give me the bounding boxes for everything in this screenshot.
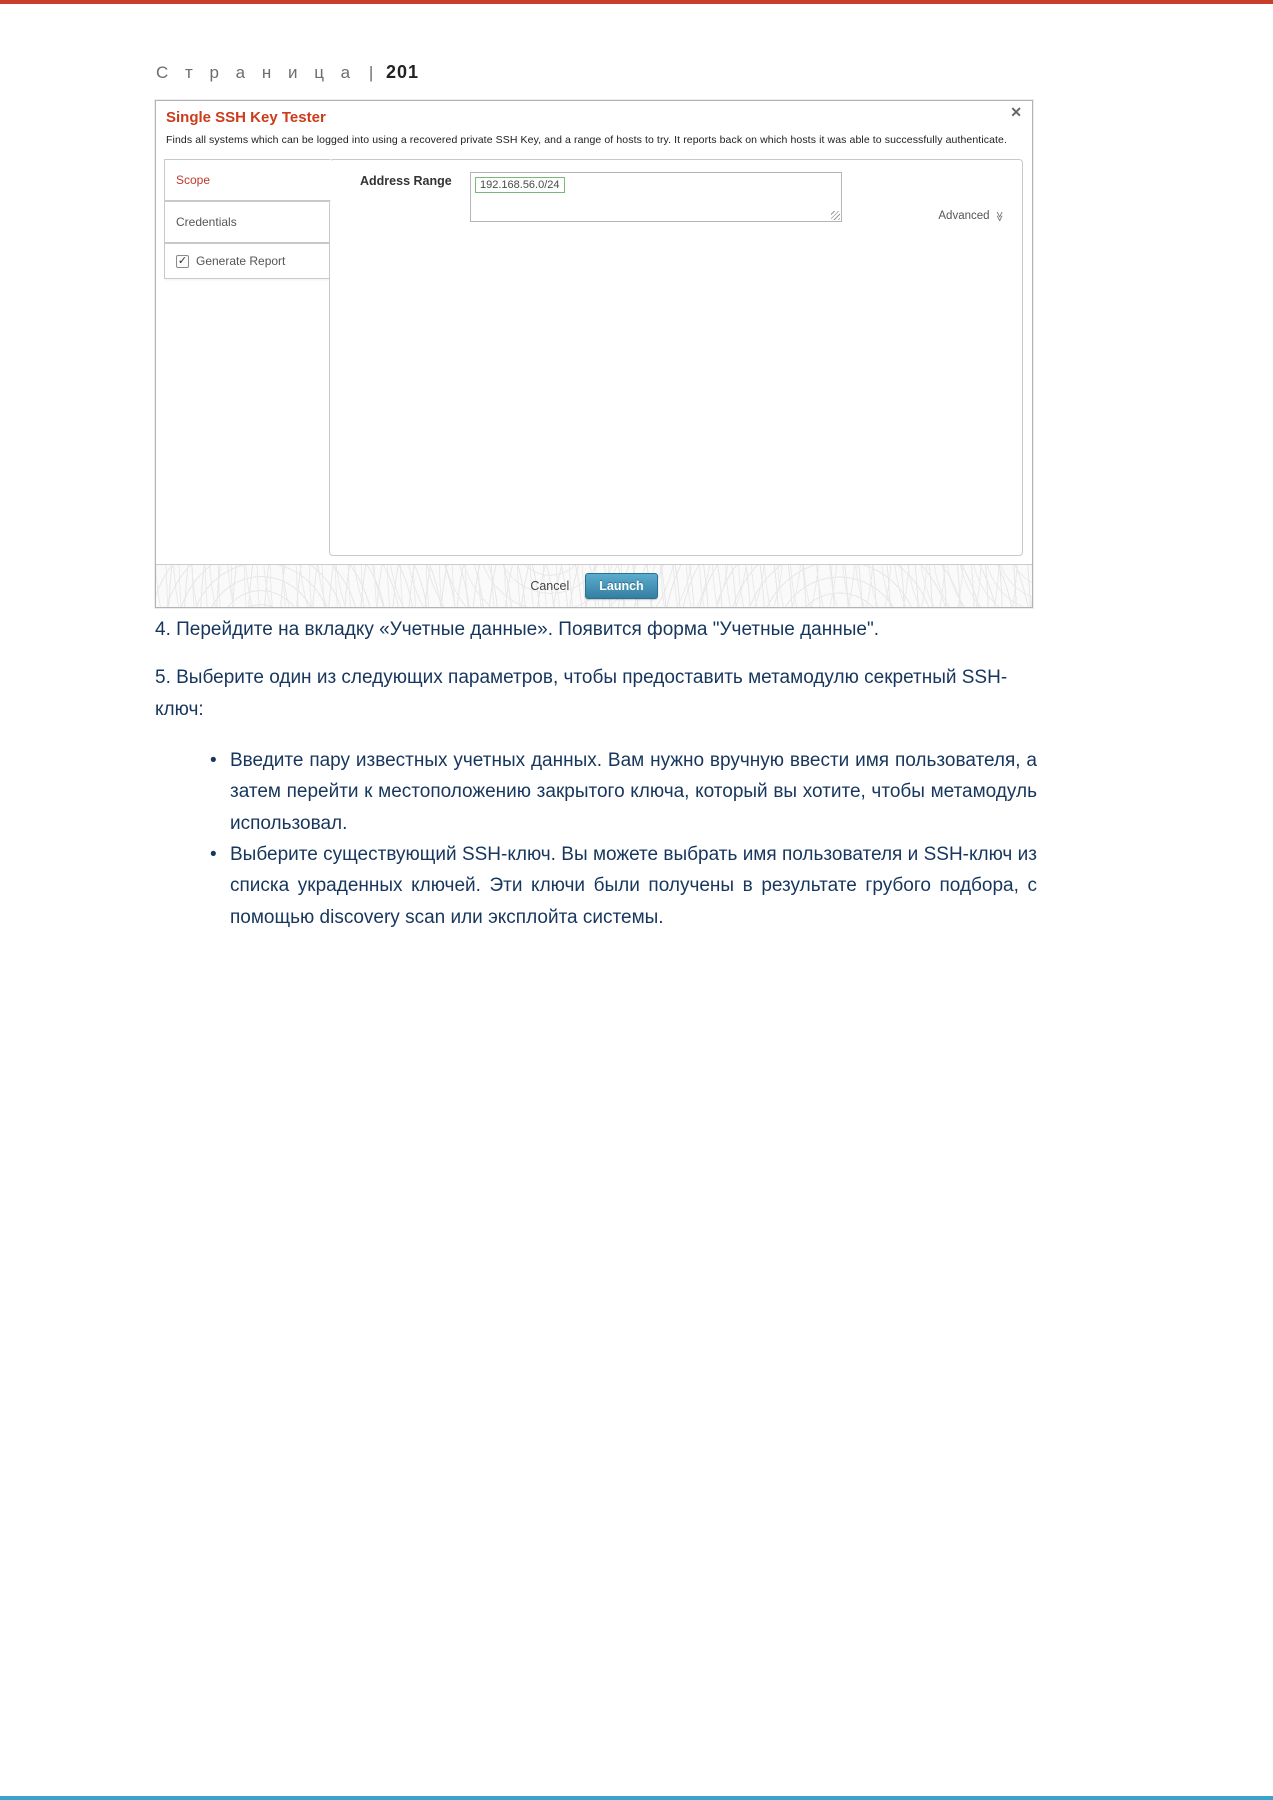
step-4: 4. Перейдите на вкладку «Учетные данные». Появится форма "Учетные данные". [155, 619, 879, 640]
page-bottom-rule [0, 1796, 1273, 1800]
resize-grip-icon[interactable] [831, 211, 840, 220]
scope-panel [329, 159, 1023, 556]
step-5: 5. Выберите один из следующих параметров, чтобы предоставить метамодулю секретный SSH-ключ: [155, 667, 1008, 720]
page-header [156, 62, 419, 83]
bullet-icon: • [210, 844, 217, 866]
address-range-label: Address Range [360, 174, 452, 188]
tab-generate-report-label: Generate Report [196, 254, 286, 268]
bullet-list [155, 745, 1037, 933]
page-header-separator: | [368, 63, 374, 82]
bullet-text: Введите пару известных учетных данных. Вам нужно вручную ввести имя пользователя, а затем перейти к местоположению закрытого ключа, который вы хотите, чтобы метамодуль использовал. [230, 750, 1037, 834]
generate-report-checkbox[interactable]: ✓ [177, 254, 188, 267]
bullet-text: Выберите существующий SSH-ключ. Вы можете выбрать имя пользователя и SSH-ключ из списка украденных ключей. Эти ключи были получены в результате грубого подбора, с помощью discovery scan или эксплойта системы. [230, 844, 1037, 928]
bullet-icon: • [210, 750, 217, 772]
advanced-toggle[interactable] [938, 210, 1004, 222]
ssh-key-tester-dialog [155, 100, 1033, 608]
tab-generate-report[interactable] [164, 243, 330, 279]
tab-scope[interactable] [164, 159, 331, 201]
page-top-rule [0, 0, 1273, 4]
tab-scope-label: Scope [176, 173, 211, 187]
tab-credentials-label: Credentials [176, 215, 237, 229]
advanced-label: Advanced [938, 210, 990, 222]
dialog-title: Single SSH Key Tester [166, 109, 326, 126]
close-icon[interactable]: ✕ [1010, 104, 1022, 120]
tab-credentials[interactable] [164, 201, 330, 243]
list-item [210, 745, 1037, 839]
page-number: 201 [386, 62, 420, 82]
address-range-value: 192.168.56.0/24 [475, 177, 565, 193]
chevron-double-down-icon: ≫ [993, 211, 1005, 222]
address-range-textarea[interactable] [470, 172, 842, 222]
launch-button[interactable]: Launch [585, 573, 657, 599]
list-item [210, 839, 1037, 933]
document-body [155, 614, 1037, 933]
dialog-description: Finds all systems which can be logged into using a recovered private SSH Key, and a range of hosts to try. It reports back on which hosts it was able to successfully authenticate. [166, 134, 1008, 146]
page-header-label: С т р а н и ц а [156, 63, 357, 82]
dialog-footer [156, 564, 1032, 607]
cancel-button[interactable]: Cancel [530, 579, 570, 593]
